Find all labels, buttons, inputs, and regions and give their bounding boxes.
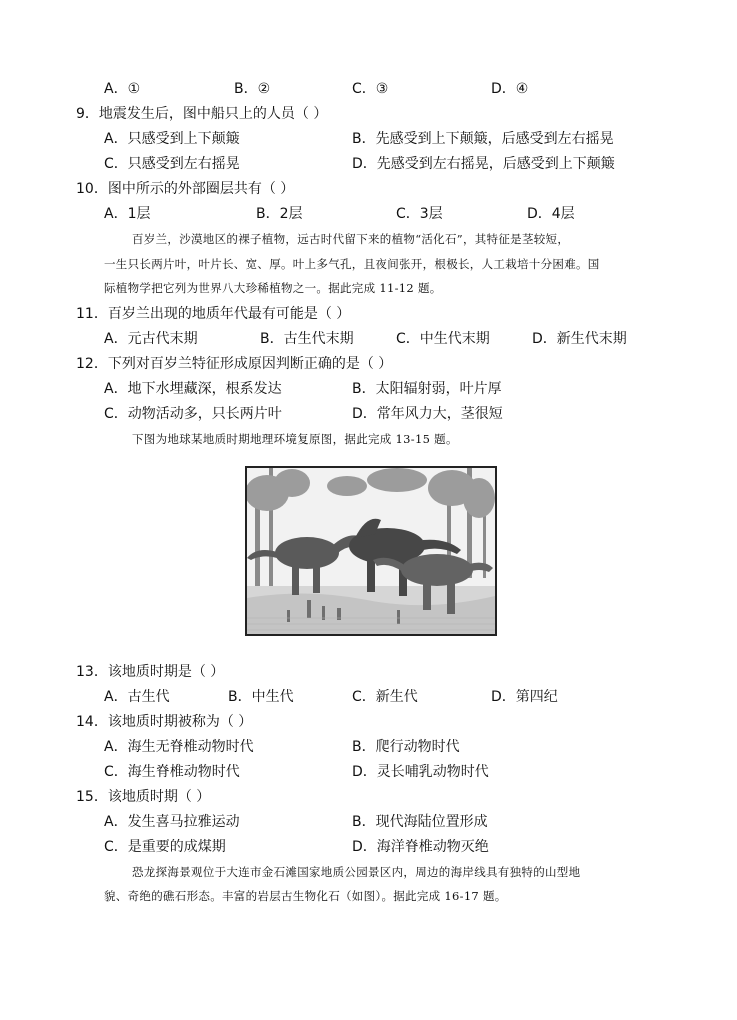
q15-option-c: C．是重要的成煤期 [104, 839, 226, 855]
q13-option-a: A．古生代 [104, 689, 170, 705]
q14-option-a: A．海生无脊椎动物时代 [104, 739, 254, 755]
q14-option-c: C．海生脊椎动物时代 [104, 764, 240, 780]
q11-stem: 11．百岁兰出现的地质年代最有可能是（ ） [76, 306, 351, 322]
q13-option-c: C．新生代 [352, 689, 418, 705]
q9-option-d: D．先感受到左右摇晃，后感受到上下颠簸 [352, 156, 615, 172]
q9-option-a: A．只感受到上下颠簸 [104, 131, 240, 147]
q9-option-c: C．只感受到左右摇晃 [104, 156, 240, 172]
q15-option-d: D．海洋脊椎动物灭绝 [352, 839, 489, 855]
q14-option-d: D．灵长哺乳动物时代 [352, 764, 489, 780]
q11-option-c: C．中生代末期 [396, 331, 490, 347]
q13-stem: 13．该地质时期是（ ） [76, 664, 225, 680]
q8-option-d: D．④ [491, 81, 529, 97]
q10-option-c: C．3层 [396, 206, 443, 222]
passage1-line3: 际植物学把它列为世界八大珍稀植物之一。据此完成 11-12 题。 [104, 281, 442, 295]
q15-option-b: B．现代海陆位置形成 [352, 814, 488, 830]
dinosaur-illustration-icon [247, 468, 495, 634]
q10-stem: 10．图中所示的外部圈层共有（ ） [76, 181, 295, 197]
q9-option-b: B．先感受到上下颠簸，后感受到左右摇晃 [352, 131, 614, 147]
q13-option-d: D．第四纪 [491, 689, 558, 705]
q15-option-a: A．发生喜马拉雅运动 [104, 814, 240, 830]
q8-option-b: B．② [234, 81, 271, 97]
q14-stem: 14．该地质时期被称为（ ） [76, 714, 253, 730]
q8-option-c: C．③ [352, 81, 389, 97]
q11-option-b: B．古生代末期 [260, 331, 354, 347]
q11-option-a: A．元古代末期 [104, 331, 198, 347]
passage2-text: 下图为地球某地质时期地理环境复原图，据此完成 13-15 题。 [132, 432, 458, 446]
q8-option-a: A．① [104, 81, 141, 97]
q12-option-a: A．地下水埋藏深，根系发达 [104, 381, 282, 397]
q12-option-b: B．太阳辐射弱，叶片厚 [352, 381, 502, 397]
q12-stem: 12．下列对百岁兰特征形成原因判断正确的是（ ） [76, 356, 393, 372]
q10-option-d: D．4层 [527, 206, 575, 222]
q12-option-c: C．动物活动多，只长两片叶 [104, 406, 282, 422]
q15-stem: 15．该地质时期（ ） [76, 789, 211, 805]
dinosaur-figure [245, 466, 497, 636]
q13-option-b: B．中生代 [228, 689, 294, 705]
q10-option-a: A．1层 [104, 206, 151, 222]
passage3-line1: 恐龙探海景观位于大连市金石滩国家地质公园景区内，周边的海岸线具有独特的山型地 [132, 865, 581, 879]
passage1-line2: 一生只长两片叶，叶片长、宽、厚。叶上多气孔，且夜间张开，根极长，人工栽培十分困难。国 [104, 257, 600, 271]
q12-option-d: D．常年风力大，茎很短 [352, 406, 503, 422]
q14-option-b: B．爬行动物时代 [352, 739, 460, 755]
passage1-line1: 百岁兰，沙漠地区的裸子植物，远古时代留下来的植物“活化石”，其特征是茎较短， [132, 232, 570, 246]
q9-stem: 9．地震发生后，图中船只上的人员（ ） [76, 106, 328, 122]
q10-option-b: B．2层 [256, 206, 303, 222]
passage3-line2: 貌、奇绝的礁石形态。丰富的岩层古生物化石（如图）。据此完成 16-17 题。 [104, 889, 507, 903]
q11-option-d: D．新生代末期 [532, 331, 627, 347]
